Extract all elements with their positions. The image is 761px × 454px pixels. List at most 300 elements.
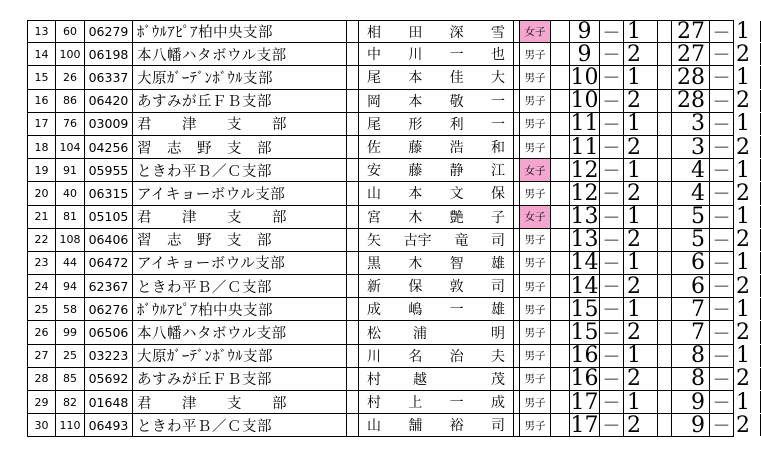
row-number-cell: 17 (27, 113, 56, 135)
player-name-char: 中 (367, 47, 381, 64)
player-name-char: 嶋 (408, 302, 423, 319)
slot-cell: 1 (734, 113, 761, 135)
spacer-cell (658, 321, 672, 343)
player-name-char: 也 (490, 47, 505, 64)
dash-cell: － (600, 136, 624, 158)
spacer-cell (347, 275, 359, 297)
table-row (27, 205, 750, 229)
round-number-cell: 9 (570, 43, 600, 65)
member-code-cell: 06493 (85, 414, 133, 436)
player-name-char: 舗 (408, 418, 423, 435)
spacer-cell (347, 391, 359, 413)
slot-cell: 1 (734, 252, 761, 274)
spacer-cell (551, 229, 570, 251)
table-row (27, 275, 750, 298)
lane-number-cell: 27 (672, 21, 710, 42)
player-name-char: 一 (490, 93, 505, 110)
entry-id-cell: 25 (56, 345, 85, 367)
round-number-cell: 10 (570, 66, 599, 89)
slot-cell: 1 (734, 66, 761, 88)
dash-cell: － (710, 321, 734, 343)
member-code-cell: 06315 (85, 182, 133, 204)
round-number-cell: 12 (570, 159, 599, 182)
spacer-cell (658, 90, 672, 112)
club-name-cell: 君 津 支 部 (133, 113, 347, 135)
member-code-cell: 06337 (85, 66, 133, 88)
lane-number-cell: 28 (672, 90, 710, 112)
gender-badge: 男子 (520, 66, 551, 88)
table-row (27, 66, 750, 89)
slot-cell: 2 (734, 368, 761, 390)
player-name-cell (359, 275, 514, 297)
club-name-cell: 本八幡ハタボウル支部 (133, 43, 347, 65)
player-name-char: 雄 (490, 255, 505, 272)
spacer-cell (551, 345, 570, 367)
spacer-cell (658, 136, 672, 158)
player-name-char: 竜 (454, 232, 469, 249)
spacer-cell (347, 43, 359, 65)
table-row (27, 159, 750, 182)
player-name-cell (359, 136, 514, 158)
lane-number-cell: 6 (672, 275, 710, 297)
slot-cell: 1 (734, 159, 761, 181)
row-number-cell: 29 (27, 391, 56, 413)
lane-number-cell: 6 (672, 252, 710, 274)
entry-id-cell: 110 (56, 414, 85, 436)
entry-id-cell: 44 (56, 252, 85, 274)
lane-number-cell: 5 (672, 229, 710, 251)
row-number-cell: 16 (27, 90, 56, 112)
dash-cell: － (600, 229, 624, 251)
club-name-cell: 習 志 野 支 部 (133, 136, 347, 158)
player-name-char: 藤 (408, 140, 423, 157)
player-name-char: 成 (490, 395, 505, 412)
slot-cell: 2 (734, 229, 761, 251)
table-row (27, 112, 750, 136)
slot-cell: 1 (734, 345, 761, 367)
dash-cell: － (600, 90, 624, 112)
club-name-cell: あすみが丘ＦＢ支部 (133, 368, 347, 390)
spacer-cell (658, 391, 672, 413)
round-number-cell: 17 (570, 391, 599, 414)
player-name-char: 本 (408, 93, 423, 110)
player-name-char: 明 (491, 325, 505, 342)
player-name-char: 子 (490, 209, 505, 226)
round-number-cell: 16 (570, 344, 599, 367)
member-code-cell: 62367 (85, 275, 133, 297)
round-number-cell: 11 (570, 135, 599, 159)
dash-cell: － (600, 391, 624, 413)
player-name-cell (359, 66, 514, 88)
spacer-cell (347, 206, 359, 228)
position-cell: 1 (624, 345, 658, 367)
spacer-cell (551, 414, 570, 436)
player-name-char: 佳 (449, 70, 464, 87)
dash-cell: － (600, 206, 624, 228)
slot-cell: 2 (734, 275, 761, 297)
table-row (27, 321, 750, 344)
dash-cell: － (710, 182, 734, 204)
member-code-cell: 06198 (85, 43, 133, 65)
gender-badge: 男子 (520, 229, 551, 251)
gender-badge: 男子 (520, 252, 551, 274)
position-cell: 2 (624, 321, 658, 343)
spacer-cell (658, 43, 672, 65)
gender-badge: 男子 (520, 321, 551, 343)
spacer-cell (551, 206, 570, 228)
player-name-char: 宮 (367, 209, 381, 226)
spacer-cell (551, 368, 570, 390)
player-name-char: 村 (367, 395, 381, 412)
player-name-char: 形 (408, 116, 423, 133)
player-name-char: 新 (367, 279, 381, 296)
player-name-char: 司 (490, 232, 505, 249)
position-cell: 2 (624, 43, 658, 65)
entry-id-cell: 100 (56, 43, 85, 65)
round-number-cell: 14 (570, 275, 599, 298)
table-row (27, 182, 750, 205)
slot-cell: 2 (734, 414, 761, 436)
draw-table (27, 20, 750, 437)
spacer-cell (347, 321, 359, 343)
round-number-cell: 16 (570, 367, 599, 390)
spacer-cell (347, 21, 359, 42)
dash-cell: － (710, 206, 734, 228)
entry-id-cell: 58 (56, 298, 85, 320)
dash-cell: － (710, 391, 734, 413)
lane-number-cell: 7 (672, 321, 710, 343)
spacer-cell (347, 159, 359, 181)
player-name-char: 夫 (490, 348, 505, 365)
dash-cell: － (710, 90, 734, 112)
position-cell: 1 (624, 113, 658, 135)
member-code-cell: 06420 (85, 90, 133, 112)
lane-number-cell: 4 (672, 182, 710, 204)
member-code-cell: 03009 (85, 113, 133, 135)
player-name-char: 相 (367, 24, 381, 41)
lane-number-cell: 9 (672, 391, 710, 413)
spacer-cell (347, 182, 359, 204)
dash-cell: － (710, 229, 734, 251)
gender-badge: 男子 (520, 345, 551, 367)
entry-id-cell: 60 (56, 21, 85, 42)
entry-id-cell: 40 (56, 182, 85, 204)
player-name-char: 深 (449, 24, 464, 41)
table-row (27, 89, 750, 113)
player-name-char: 上 (408, 395, 423, 412)
club-name-cell: アイキョーボウル支部 (133, 252, 347, 274)
table-row (27, 135, 750, 159)
spacer-cell (551, 66, 570, 88)
spacer-cell (551, 275, 570, 297)
player-name-cell (359, 206, 514, 228)
gender-badge: 男子 (520, 275, 551, 297)
round-number-cell: 14 (570, 251, 599, 275)
row-number-cell: 14 (27, 43, 56, 65)
dash-cell: － (600, 182, 624, 204)
dash-cell: － (600, 321, 624, 343)
player-name-char: 和 (490, 140, 505, 157)
spacer-cell (551, 21, 570, 42)
spacer-cell (551, 136, 570, 158)
spacer-cell (658, 66, 672, 88)
position-cell: 1 (624, 252, 658, 274)
club-name-cell: あすみが丘ＦＢ支部 (133, 90, 347, 112)
table-row (27, 20, 750, 43)
club-name-cell: アイキョーボウル支部 (133, 182, 347, 204)
spacer-cell (658, 229, 672, 251)
slot-cell: 2 (734, 182, 761, 204)
dash-cell: － (710, 275, 734, 297)
position-cell: 1 (624, 66, 658, 88)
player-name-char: 川 (367, 348, 381, 365)
row-number-cell: 25 (27, 298, 56, 320)
position-cell: 1 (624, 298, 658, 320)
player-name-char: 越 (413, 371, 427, 388)
player-name-cell (359, 21, 514, 42)
entry-id-cell: 104 (56, 136, 85, 158)
player-name-cell (359, 345, 514, 367)
round-number-cell: 10 (570, 89, 599, 112)
player-name-char: 治 (449, 348, 464, 365)
player-name-char: 一 (449, 395, 464, 412)
spacer-cell (551, 321, 570, 343)
spacer-cell (658, 159, 672, 181)
dash-cell: － (710, 345, 734, 367)
round-number-cell: 9 (570, 21, 600, 42)
member-code-cell: 05955 (85, 159, 133, 181)
spacer-cell (658, 368, 672, 390)
player-name-char: 雄 (490, 302, 505, 319)
table-row (27, 228, 750, 252)
dash-cell: － (710, 368, 734, 390)
member-code-cell: 01648 (85, 391, 133, 413)
player-name-char: 川 (408, 47, 423, 64)
row-number-cell: 27 (27, 345, 56, 367)
gender-badge: 男子 (520, 368, 551, 390)
club-name-cell: ﾎﾞｳﾙｱﾋﾟｱ柏中央支部 (133, 21, 347, 42)
player-name-char: 黒 (367, 255, 381, 272)
table-row (27, 43, 750, 66)
lane-number-cell: 3 (672, 136, 710, 158)
dash-cell: － (600, 159, 624, 181)
spacer-cell (551, 252, 570, 274)
table-row (27, 344, 750, 368)
club-name-cell: ときわ平Ｂ／Ｃ支部 (133, 275, 347, 297)
spacer-cell (347, 113, 359, 135)
round-number-cell: 12 (570, 182, 599, 205)
player-name-cell (359, 182, 514, 204)
player-name-char: 一 (449, 47, 464, 64)
lane-number-cell: 3 (672, 113, 710, 135)
position-cell: 2 (624, 229, 658, 251)
row-number-cell: 28 (27, 368, 56, 390)
table-row (27, 391, 750, 414)
position-cell: 2 (624, 414, 658, 436)
club-name-cell: 大原ｶﾞｰﾃﾞﾝﾎﾞｳﾙ支部 (133, 345, 347, 367)
row-number-cell: 23 (27, 252, 56, 274)
spacer-cell (347, 252, 359, 274)
entry-id-cell: 91 (56, 159, 85, 181)
row-number-cell: 18 (27, 136, 56, 158)
player-name-char: 木 (408, 255, 423, 272)
dash-cell: － (600, 345, 624, 367)
gender-badge: 男子 (520, 43, 551, 65)
player-name-cell (359, 321, 514, 343)
spacer-cell (551, 159, 570, 181)
row-number-cell: 20 (27, 182, 56, 204)
spacer-cell (551, 43, 570, 65)
spacer-cell (551, 182, 570, 204)
dash-cell: － (710, 43, 734, 65)
player-name-char: 利 (449, 116, 464, 133)
gender-badge: 男子 (520, 136, 551, 158)
player-name-char: 一 (449, 302, 464, 319)
round-number-cell: 13 (570, 205, 599, 228)
player-name-char: 浩 (449, 140, 464, 157)
spacer-cell (658, 252, 672, 274)
dash-cell: － (600, 298, 624, 320)
spacer-cell (551, 90, 570, 112)
player-name-char: 本 (408, 186, 423, 203)
spacer-cell (658, 298, 672, 320)
position-cell: 2 (624, 90, 658, 112)
row-number-cell: 19 (27, 159, 56, 181)
player-name-cell (359, 252, 514, 274)
player-name-char: 安 (367, 163, 381, 180)
dash-cell: － (600, 275, 624, 297)
player-name-char: 一 (490, 116, 505, 133)
gender-badge: 女子 (520, 206, 551, 228)
player-name-char: 名 (408, 348, 423, 365)
gender-badge: 女子 (520, 21, 551, 42)
player-name-char: 村 (367, 371, 381, 388)
member-code-cell: 06276 (85, 298, 133, 320)
spacer-cell (347, 229, 359, 251)
slot-cell: 1 (734, 391, 761, 413)
dash-cell: － (710, 136, 734, 158)
spacer-cell (658, 182, 672, 204)
position-cell: 2 (624, 275, 658, 297)
lane-number-cell: 9 (672, 414, 710, 436)
row-number-cell: 13 (27, 21, 56, 42)
player-name-char: 佐 (367, 140, 381, 157)
member-code-cell: 06406 (85, 229, 133, 251)
club-name-cell: ときわ平Ｂ／Ｃ支部 (133, 159, 347, 181)
member-code-cell: 03223 (85, 345, 133, 367)
player-name-char: 司 (490, 418, 505, 435)
player-name-cell (359, 229, 514, 251)
player-name-char: 艶 (449, 209, 464, 226)
position-cell: 1 (624, 21, 658, 42)
slot-cell: 1 (734, 298, 761, 320)
position-cell: 2 (624, 182, 658, 204)
table-row (27, 251, 750, 275)
dash-cell: － (710, 298, 734, 320)
table-row (27, 414, 750, 437)
gender-badge: 女子 (520, 159, 551, 181)
dash-cell: － (710, 414, 734, 436)
member-code-cell: 06279 (85, 21, 133, 42)
dash-cell: － (600, 66, 624, 88)
spacer-cell (658, 275, 672, 297)
player-name-char: 敦 (449, 279, 464, 296)
table-row (27, 367, 750, 391)
table-row (27, 298, 750, 321)
lane-number-cell: 8 (672, 368, 710, 390)
position-cell: 2 (624, 368, 658, 390)
player-name-char: 岡 (367, 93, 381, 110)
lane-number-cell: 8 (672, 345, 710, 367)
entry-id-cell: 81 (56, 206, 85, 228)
member-code-cell: 06472 (85, 252, 133, 274)
player-name-char: 田 (408, 24, 423, 41)
spacer-cell (347, 136, 359, 158)
spacer-cell (347, 66, 359, 88)
player-name-char: 江 (490, 163, 505, 180)
club-name-cell: 君 津 支 部 (133, 391, 347, 413)
player-name-char: 茂 (491, 371, 505, 388)
entry-id-cell: 99 (56, 321, 85, 343)
player-name-char: 文 (449, 186, 464, 203)
player-name-char: 山 (367, 418, 381, 435)
player-name-cell (359, 368, 514, 390)
round-number-cell: 15 (570, 298, 599, 321)
position-cell: 1 (624, 206, 658, 228)
player-name-char: 尾 (367, 70, 381, 87)
spacer-cell (347, 90, 359, 112)
lane-number-cell: 28 (672, 66, 710, 88)
row-number-cell: 21 (27, 206, 56, 228)
entry-id-cell: 86 (56, 90, 85, 112)
row-number-cell: 15 (27, 66, 56, 88)
spacer-cell (551, 298, 570, 320)
dash-cell: － (600, 113, 624, 135)
player-name-char: 大 (490, 70, 505, 87)
entry-id-cell: 108 (56, 229, 85, 251)
spacer-cell (658, 414, 672, 436)
entry-id-cell: 85 (56, 368, 85, 390)
player-name-char: 裕 (449, 418, 464, 435)
dash-cell: － (600, 21, 624, 42)
player-name-char: 成 (367, 302, 381, 319)
gender-badge: 男子 (520, 414, 551, 436)
entry-id-cell: 26 (56, 66, 85, 88)
club-name-cell: 君 津 支 部 (133, 206, 347, 228)
player-name-cell (359, 414, 514, 436)
club-name-cell: 本八幡ハタボウル支部 (133, 321, 347, 343)
spacer-cell (551, 113, 570, 135)
spacer-cell (658, 21, 672, 42)
dash-cell: － (710, 21, 734, 42)
lane-number-cell: 27 (672, 43, 710, 65)
gender-badge: 男子 (520, 113, 551, 135)
gender-badge: 男子 (520, 298, 551, 320)
dash-cell: － (710, 66, 734, 88)
player-name-char: 尾 (367, 116, 381, 133)
player-name-char: 木 (408, 209, 423, 226)
dash-cell: － (600, 414, 624, 436)
spacer-cell (347, 414, 359, 436)
player-name-char: 藤 (408, 163, 423, 180)
dash-cell: － (600, 43, 624, 65)
player-name-char: 保 (490, 186, 505, 203)
member-code-cell: 05692 (85, 368, 133, 390)
round-number-cell: 17 (570, 414, 599, 437)
player-name-cell (359, 90, 514, 112)
club-name-cell: ときわ平Ｂ／Ｃ支部 (133, 414, 347, 436)
spacer-cell (551, 391, 570, 413)
